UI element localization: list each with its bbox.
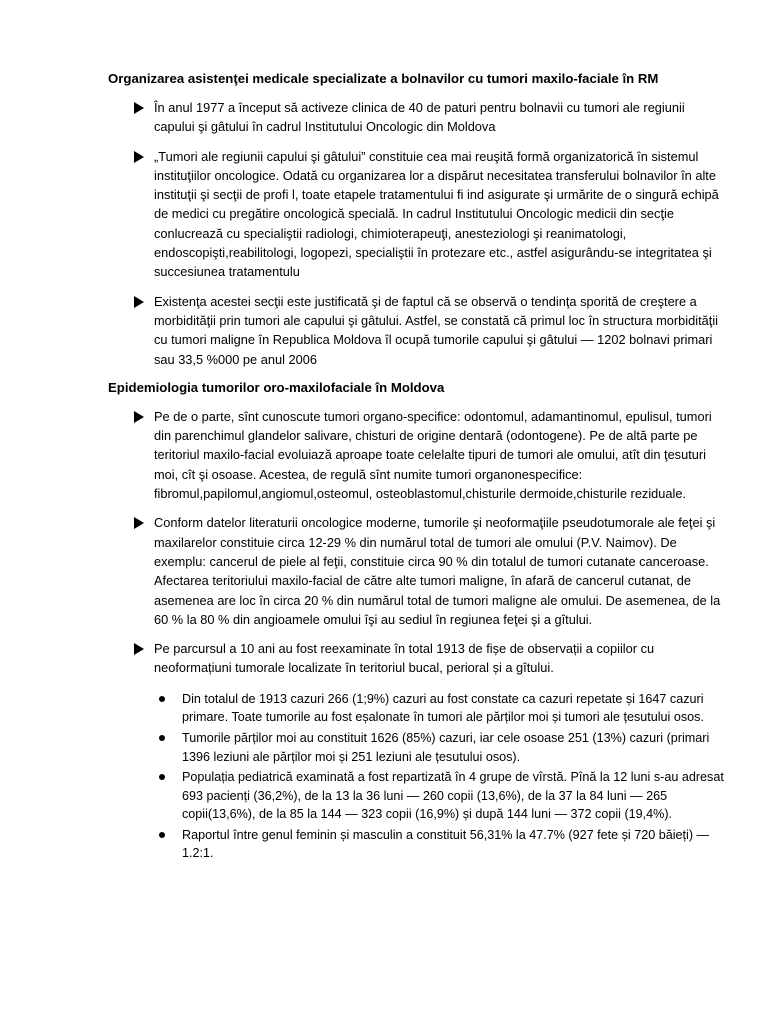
item-text: Tumorile părților moi au constituit 1626 (85%) cazuri, iar cele osoase 251 (13%) cazuri (primari 1396 leziuni ale părților moi și 251 leziuni ale țesutului osos). xyxy=(182,730,710,764)
item-text: „Tumori ale regiunii capului şi gâtului” constituie cea mai reuşită formă organizatorică în sistemul instituţiilor oncologice. Odată cu organizarea lor a dispărut necesitatea transferului bolnavilor în alte instituţii şi secţii de profi l, toate etapele tratamentului fi ind asigurate şi urmărite de o singură echipă de medici cu pregătire oncologică specială. In cadrul Institutului Oncologic medicii din secţie conlucrează cu specialiştii radiologi, chimioterapeuţi, anesteziologi şi reanimatologi, endoscopişti,reabilitologi, logopezi, specialiştii în protezare etc., astfel asigurându-se integritatea şi succesiunea tratamentulu xyxy=(154,148,719,280)
item-text: În anul 1977 a început să activeze clinica de 40 de paturi pentru bolnavii cu tumori ale regiunii capului şi gâtului în cadrul Institutului Oncologic din Moldova xyxy=(154,100,685,135)
dot-bullet-icon xyxy=(159,832,165,838)
item-text: Conform datelor literaturii oncologice moderne, tumorile şi neoformaţiile pseudotumorale ale feţei şi maxilarelor constituie circa 12-29 % din numărul total de tumori ale omului (P.V. Naimov). De exemplu: cancerul de piele al feţii, constituie circa 90 % din totalul de tumori cutanate canceroase. Afectarea teritoriului maxilo-facial de către alte tumori maligne, în afară de cancerul cutanat, de asemenea are loc în circa 20 % din numărul total de tumori maligne ale omului. De asemenea, de la 60 % la 80 % din angioamele omului îşi au sediul în regiunea feţei şi a gîtului. xyxy=(154,515,721,627)
section-title-epidemiology: Epidemiologia tumorilor oro-maxilofaciale în Moldova xyxy=(108,379,445,395)
statistics-bullet-list xyxy=(108,690,728,863)
item-text: Pe parcursul a 10 ani au fost reexaminate în total 1913 de fișe de observații a copiilor cu neoformațiuni tumorale localizate în teritoriul bucal, perioral și a gîtului. xyxy=(154,641,655,676)
dot-bullet-icon xyxy=(159,774,165,780)
arrow-bullet-icon xyxy=(134,102,144,114)
item-text: Din totalul de 1913 cazuri 266 (1;9%) cazuri au fost constate ca cazuri repetate și 1647 cazuri primare. Toate tumorile au fost eșalonate în tumori ale părților moi și tumori ale țesutului osos. xyxy=(182,691,704,725)
arrow-item-organ-specific xyxy=(108,407,728,503)
list-item xyxy=(108,690,728,727)
item-text: Populația pediatrică examinată a fost repartizată în 4 grupe de vîrstă. Pînă la 12 luni s-au adresat 693 pacienți (36,2%), de la 13 la 36 luni — 260 copii (13,6%), de la 37 la 84 luni — 265 copii(13,6%), de la 85 la 144 — 323 copii (16,9%) și după 144 luni — 372 copii (19,4%). xyxy=(182,770,724,822)
arrow-item-literature xyxy=(108,513,728,629)
item-text: Raportul între genul feminin și masculin a constituit 56,31% la 47.7% (927 fete și 720 băieți) — 1.2:1. xyxy=(182,827,710,861)
arrow-bullet-icon xyxy=(134,643,144,655)
section-title-organization: Organizarea asistenţei medicale specializate a bolnavilor cu tumori maxilo-faciale în RM xyxy=(108,71,659,86)
list-item xyxy=(108,826,728,863)
dot-bullet-icon xyxy=(159,735,165,741)
arrow-bullet-icon xyxy=(134,517,144,529)
list-item xyxy=(108,729,728,766)
list-item xyxy=(108,768,728,824)
arrow-item-organization-form xyxy=(108,147,728,282)
item-text: Pe de o parte, sînt cunoscute tumori organo-specifice: odontomul, adamantinomul, epulisul, tumori din parenchimul glandelor salivare, chisturi de origine dentară (odontogene). Pe de altă parte pe teritoriul maxilo-facial evoluiază aproape toate celelalte tipuri de tumori ale omului, atît din ţesuturi moi, cît şi osoase. Acestea, de regulă sînt numite tumori organonespecifice: fibromul,papilomul,angiomul,osteomul, osteoblastomul,chisturile dermoide,chisturile reziduale. xyxy=(154,408,712,502)
arrow-item-morbidity xyxy=(108,292,728,369)
dot-bullet-icon xyxy=(159,696,165,702)
arrow-item-clinic-1977 xyxy=(108,98,728,137)
arrow-item-ten-years xyxy=(108,639,728,678)
arrow-bullet-icon xyxy=(134,411,144,423)
arrow-bullet-icon xyxy=(134,296,144,308)
item-text: Existenţa acestei secţii este justificată şi de faptul că se observă o tendinţa sporită de creştere a morbidităţii prin tumori ale capului şi gâtului. Astfel, se constată că primul loc în structura morbidităţii cu tumori maligne în Republica Moldova îl ocupă tumorile capului şi gâtului — 1202 bolnavi primari sau 33,5 %000 pe anul 2006 xyxy=(154,293,719,367)
arrow-bullet-icon xyxy=(134,151,144,163)
